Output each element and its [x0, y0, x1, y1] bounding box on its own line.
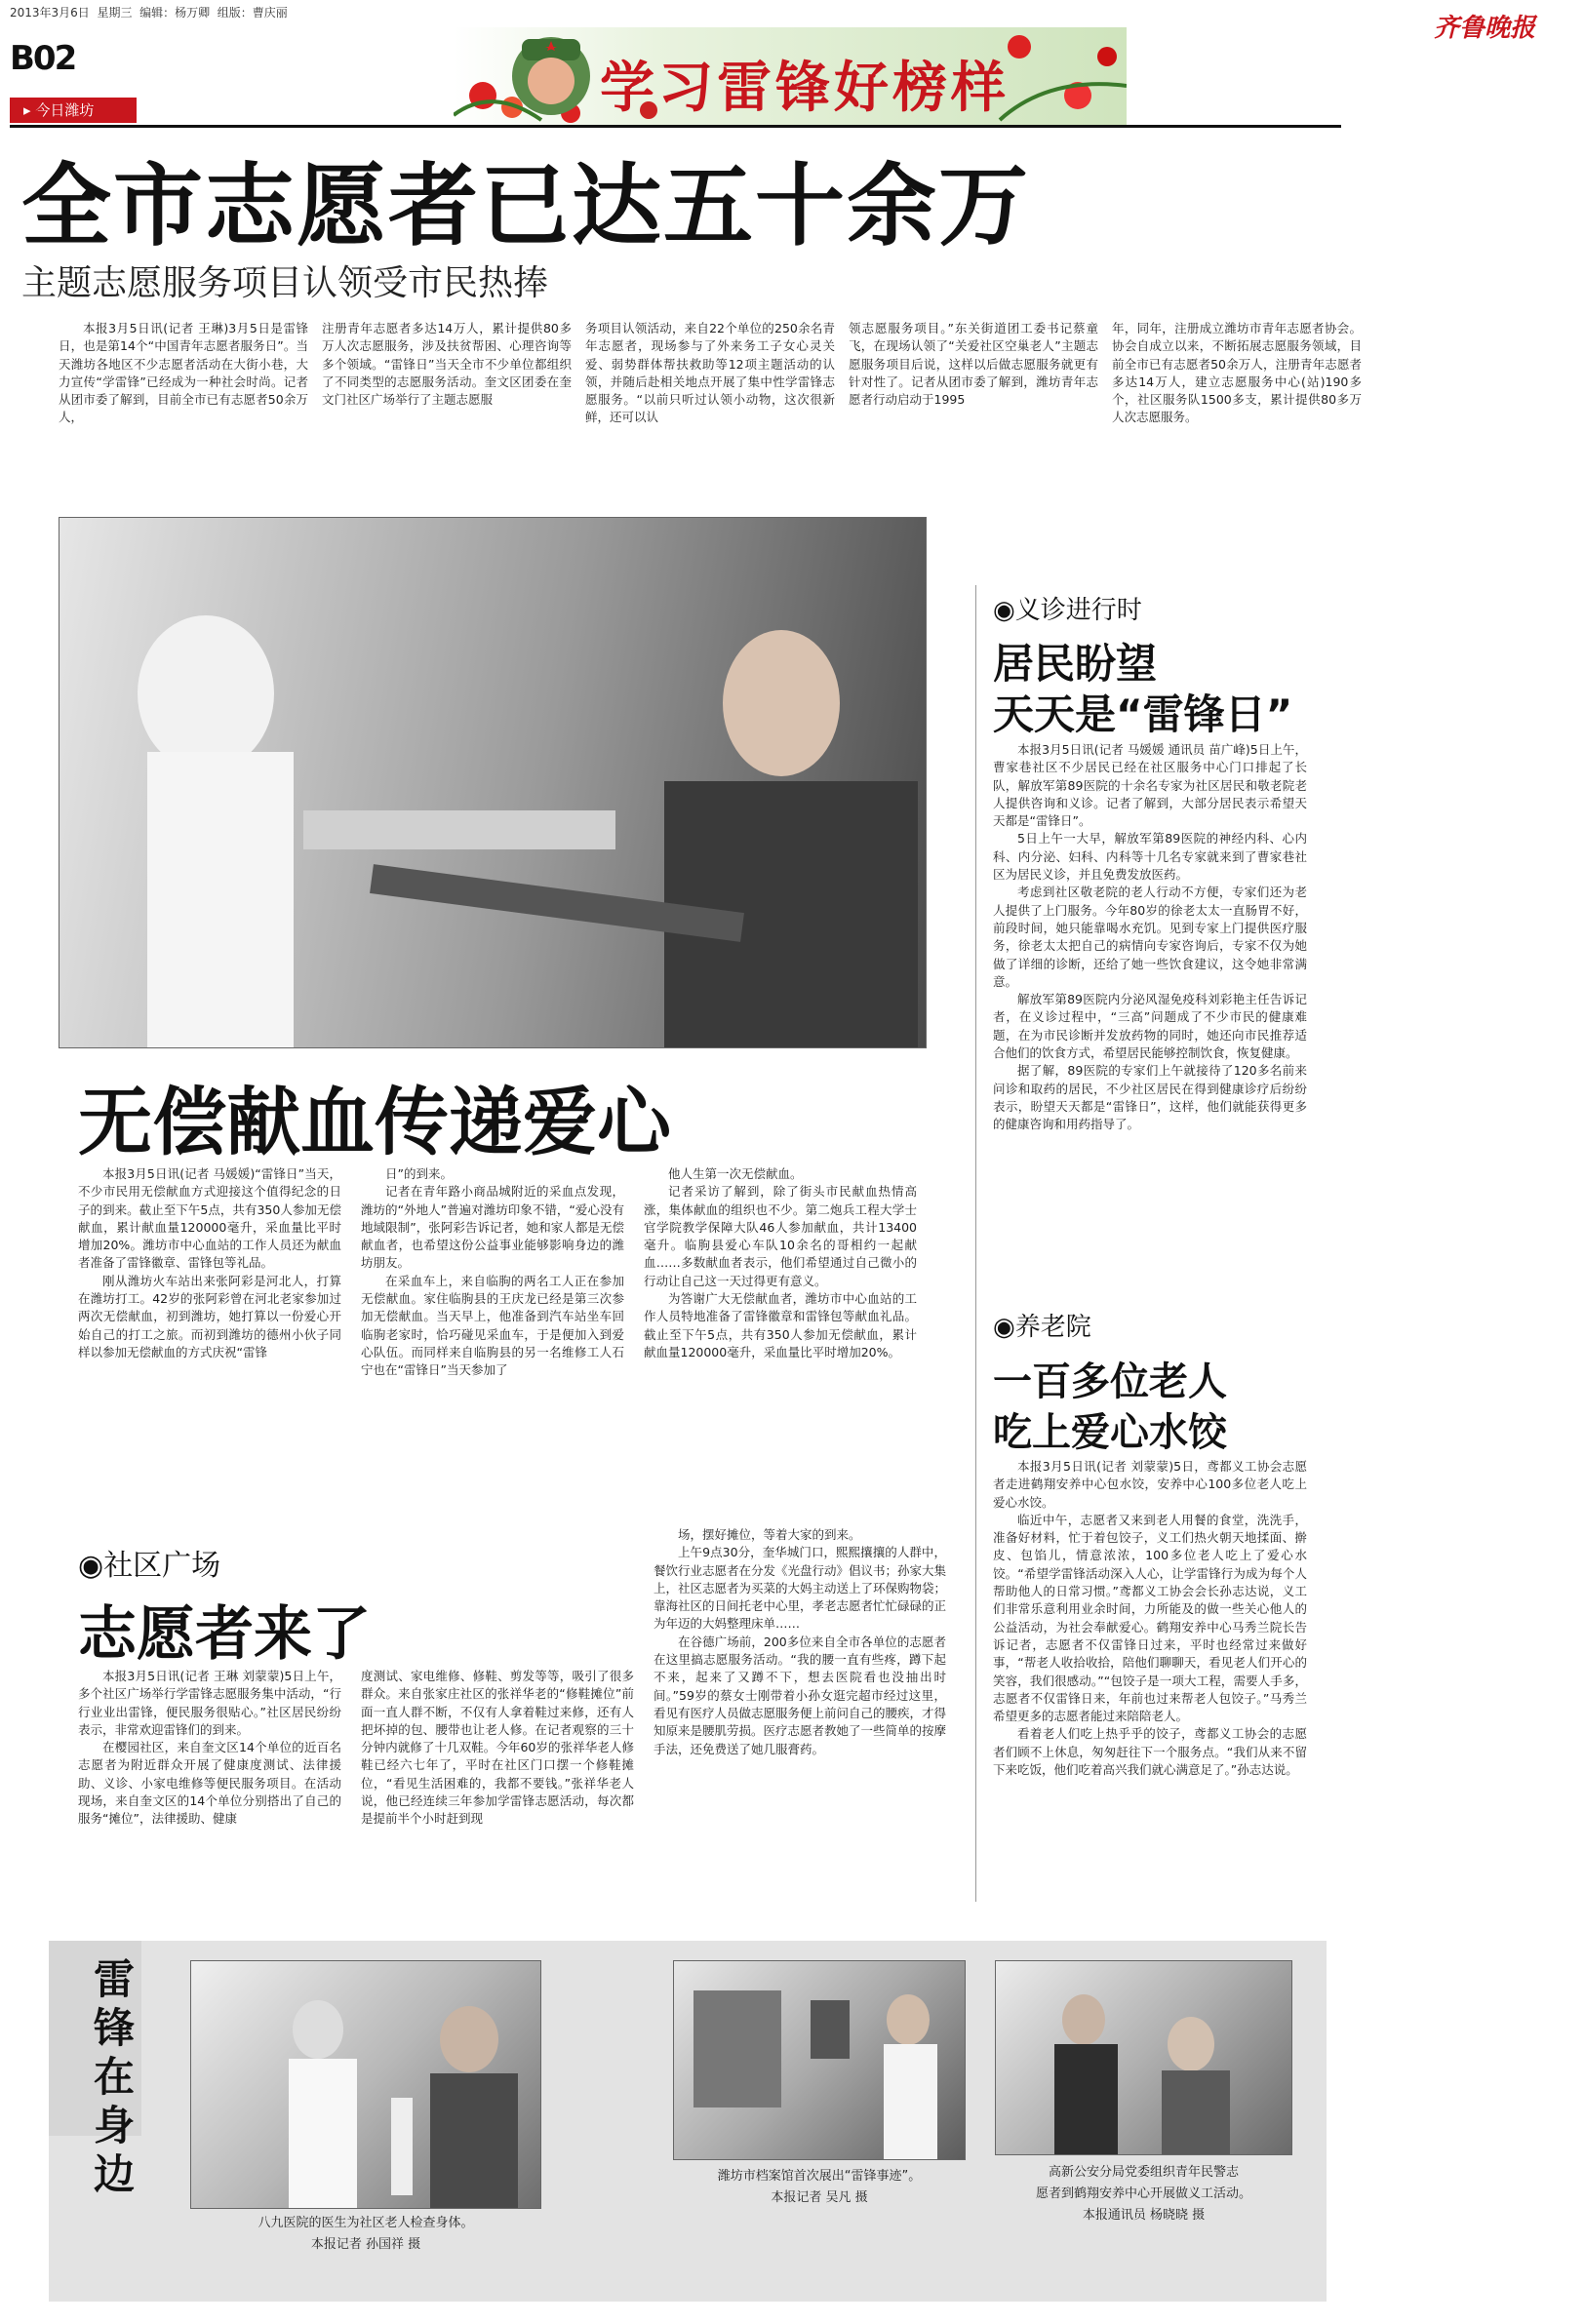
police-volunteer-photo — [995, 1960, 1292, 2155]
paragraph: 在谷德广场前，200多位来自全市各单位的志愿者在这里搞志愿服务活动。“我的腰一直有些疼，蹲下起不来，起来了又蹲不下，想去医院看也没抽出时间。”59岁的蔡女士刚带着小孙女逛完超市经过这里，看见有医疗人员做志愿服务便上前问自己的腰疾，才得知原来是腰肌劳损。医疗志愿者教她了一些简单的按摩手法，还免费送了她几服膏药。 — [654, 1634, 946, 1756]
clinic-headline-2: 天天是“雷锋日” — [993, 690, 1293, 738]
banner-title: 学习雷锋好榜样 — [600, 56, 1010, 120]
caption-1a: 八九医院的医生为社区老人检查身体。 — [258, 2216, 474, 2230]
banner — [454, 27, 1127, 125]
lead-subtitle: 主题志愿服务项目认领受市民热捧 — [21, 263, 549, 303]
community-col-1 — [78, 1668, 341, 1911]
clinic-headline-1: 居民盼望 — [993, 640, 1158, 688]
paragraph: 在采血车上，来自临朐的两名工人正在参加无偿献血。家住临朐县的王庆龙已经是第三次参加无偿献血。当天早上，他准备到汽车站坐车回临朐老家时，恰巧碰见采血车，于是便加入到爱心队伍。而同样来自临朐县的另一名维修工人石宁也在“雷锋日”当天参加了 — [361, 1273, 624, 1378]
paragraph: 记者在青年路小商品城附近的采血点发现，潍坊的“外地人”普遍对潍坊印象不错，“爱心没有地域限制”，张阿彩告诉记者，她和家人都是无偿献血者，也希望这份公益事业能够影响身边的潍坊朋友。 — [361, 1184, 624, 1271]
header-dateline: 2013年3月6日 星期三 编辑：杨万卿 组版：曹庆丽 — [10, 6, 288, 20]
blood-donation-photo — [59, 517, 927, 1048]
nursing-body — [993, 1458, 1307, 1877]
section-label: ▸ 今日潍坊 — [10, 98, 137, 123]
bullet-icon: ◉ — [78, 1549, 104, 1583]
paragraph: 考虑到社区敬老院的老人行动不方便，专家们还为老人提供了上门服务。今年80岁的徐老太太一直肠胃不好，前段时间，她只能靠喝水充饥。见到专家上门提供医疗服务，徐老太太把自己的病情向专家咨询后，专家不仅为她做了详细的诊断，还给了她一些饮食建议，这令她非常满意。 — [993, 885, 1307, 989]
community-kicker: ◉社区广场 — [78, 1549, 221, 1583]
strip-vertical-title: 雷锋在身边 — [94, 1955, 136, 2198]
blood-col-1 — [78, 1165, 341, 1492]
bullet-icon: ◉ — [993, 596, 1015, 625]
paragraph: 日”的到来。 — [385, 1166, 453, 1181]
page-number: B02 — [10, 39, 76, 78]
caption-3c: 本报通讯员 杨晓晓 摄 — [1082, 2208, 1206, 2223]
lead-headline: 全市志愿者已达五十余万 — [21, 154, 1031, 258]
paragraph: 本报3月5日讯(记者 刘蒙蒙)5日，鸢都义工协会志愿者走进鹤翔安养中心包水饺，安养中心100多位老人吃上爱心水饺。 — [993, 1459, 1307, 1510]
nursing-headline-2: 吃上爱心水饺 — [993, 1410, 1227, 1455]
paragraph: 看着老人们吃上热乎乎的饺子，鸢都义工协会的志愿者们顾不上休息，匆匆赶往下一个服务点。“我们从来不留下来吃饭，他们吃着高兴我们就心满意足了。”孙志达说。 — [993, 1726, 1307, 1778]
lead-col-1: 本报3月5日讯(记者 王琳)3月5日是雷锋日，也是第14个“中国青年志愿者服务日”。当天潍坊各地区不少志愿者活动在大街小巷，大力宣传“学雷锋”已经成为一种社会时尚。记者从团市委了解到，目前全市已有志愿者50余万人， — [59, 321, 308, 425]
header-rule — [10, 125, 1341, 128]
community-col-2: 度测试、家电维修、修鞋、剪发等等，吸引了很多群众。来自张家庄社区的张祥华老的“修鞋摊位”前面一直人群不断，不仅有人拿着鞋过来修，还有人把坏掉的包、腰带也让老人修。在记者观察的三十分钟内就修了十几双鞋。今年60岁的张祥华老人修鞋已经六七年了，平时在社区门口摆一个修鞋摊位，“看见生活困难的，我都不要钱。”张祥华老人说，他已经连续三年参加学雷锋志愿活动，每次都是提前半个小时赶到现 — [361, 1669, 634, 1827]
lead-col-3: 务项目认领活动，来自22个单位的250余名青年志愿者，现场参与了外来务工子女心灵关爱、弱势群体帮扶救助等12项主题活动的认领，并随后赴相关地点开展了集中性学雷锋志愿服务。“以前只听过认领小动物，这次很新鲜，还可以认 — [585, 321, 835, 425]
clinic-body — [993, 741, 1307, 1297]
caption-2a: 潍坊市档案馆首次展出“雷锋事迹”。 — [717, 2169, 922, 2184]
caption-3a: 高新公安分局党委组织青年民警志 — [1048, 2165, 1239, 2180]
caption-3b: 愿者到鹤翔安养中心开展做义工活动。 — [1035, 2186, 1251, 2201]
right-column-rule — [975, 585, 976, 1902]
lead-col-4: 领志愿服务项目。”东关街道团工委书记蔡童飞，在现场认领了“关爱社区空巢老人”主题志愿服务项目后说，这样以后做志愿服务就更有针对性了。记者从团市委了解到，潍坊青年志愿者行动启动于1995 — [849, 321, 1098, 408]
paragraph: 解放军第89医院内分泌风湿免疫科刘彩艳主任告诉记者，在义诊过程中，“三高”问题成了不少市民的健康难题，在为市民诊断并发放药物的同时，她还向市民推荐适合他们的饮食方式，希望居民能够控制饮食，恢复健康。 — [993, 992, 1307, 1061]
nursing-kicker: ◉养老院 — [993, 1313, 1091, 1342]
blood-col-2 — [361, 1165, 624, 1492]
blood-headline: 无偿献血传递爱心 — [78, 1079, 671, 1165]
lead-col-5: 年，同年，注册成立潍坊市青年志愿者协会。协会自成立以来，不断拓展志愿服务领域，目前全市已有志愿者50余万人，注册青年志愿者多达14万人，建立志愿服务中心(站)190多个，社区服务队1500多支，累计提供80多万人次志愿服务。 — [1112, 321, 1362, 425]
lead-col-2: 注册青年志愿者多达14万人，累计提供80多万人次志愿服务，涉及扶贫帮困、心理咨询等多个领域。“雷锋日”当天全市不少单位都组织了不同类型的志愿服务活动。奎文区团委在奎文门社区广场举行了主题志愿服 — [322, 321, 572, 408]
paragraph: 场，摆好摊位，等着大家的到来。 — [678, 1527, 861, 1542]
paragraph: 在樱园社区，来自奎文区14个单位的近百名志愿者为附近群众开展了健康度测试、法律援助、义诊、小家电维修等便民服务项目。在活动现场，来自奎文区的14个单位分别搭出了自己的服务“摊位”，法律援助、健康 — [78, 1740, 341, 1827]
paragraph: 刚从潍坊火车站出来张阿彩是河北人，打算在潍坊打工。42岁的张阿彩曾在河北老家参加过两次无偿献血，初到潍坊，她打算以一份爱心开始自己的打工之旅。而初到潍坊的德州小伙子同样以参加无偿献血的方式庆祝“雷锋 — [78, 1273, 341, 1359]
paragraph: 他人生第一次无偿献血。 — [668, 1166, 803, 1181]
doctor-elderly-photo — [190, 1960, 541, 2209]
caption-1b: 本报记者 孙国祥 摄 — [310, 2237, 421, 2252]
community-headline: 志愿者来了 — [78, 1600, 371, 1669]
caption-2b: 本报记者 吴凡 摄 — [771, 2190, 868, 2205]
paragraph: 据了解，89医院的专家们上午就接待了120多名前来问诊和取药的居民，不少社区居民在得到健康诊疗后纷纷表示，盼望天天都是“雷锋日”，这样，他们就能获得更多的健康咨询和用药指导了。 — [993, 1063, 1307, 1132]
blood-col-3 — [644, 1165, 917, 1492]
paragraph: 5日上午一大早，解放军第89医院的神经内科、心内科、内分泌、妇科、内科等十几名专家就来到了曹家巷社区为居民义诊，并且免费发放医药。 — [993, 831, 1307, 883]
bullet-icon: ◉ — [993, 1313, 1015, 1342]
clinic-kicker: ◉义诊进行时 — [993, 596, 1142, 625]
paragraph: 临近中午，志愿者又来到老人用餐的食堂，洗洗手，准备好材料，忙于着包饺子，义工们热火朝天地揉面、擀皮、包馅儿，情意浓浓，100多位老人吃上了爱心水饺。“希望学雷锋活动深入人心，让学雷锋行为成为每个人帮助他人的日常习惯。”鸢都义工协会会长孙志达说，义工们非常乐意利用业余时间，力所能及的做一些关心他人的公益活动，为社会奉献爱心。鹤翔安养中心马秀兰院长告诉记者，志愿者不仅雷锋日过来，平时也经常过来做好事，“帮老人收拾收拾，陪他们聊聊天，看见老人们开心的笑容，我们很感动。”“包饺子是一项大工程，需要人手多，志愿者不仅雷锋日来，年前也过来帮老人包饺子。”马秀兰希望更多的志愿者能过来陪陪老人。 — [993, 1512, 1307, 1724]
paragraph: 上午9点30分，奎华城门口，熙熙攘攘的人群中，餐饮行业志愿者在分发《光盘行动》倡议书；孙家大集上，社区志愿者为买菜的大妈主动送上了环保购物袋；靠海社区的日间托老中心里，孝老志愿者忙忙碌碌的正为年迈的大妈整理床单…… — [654, 1545, 946, 1632]
paragraph: 本报3月5日讯(记者 马媛媛)“雷锋日”当天，不少市民用无偿献血方式迎接这个值得纪念的日子的到来。截止至下午5点，共有350人参加无偿献血，累计献血量120000毫升，采血量比平时增加20%。潍坊市中心血站的工作人员还为献血者准备了雷锋徽章、雷锋包等礼品。 — [78, 1166, 341, 1271]
community-col-3 — [654, 1526, 946, 1911]
archive-exhibit-photo — [673, 1960, 966, 2160]
paragraph: 本报3月5日讯(记者 王琳 刘蒙蒙)5日上午，多个社区广场举行学雷锋志愿服务集中活动，“行行业业出雷锋，便民服务很贴心。”社区居民纷纷表示，非常欢迎雷锋们的到来。 — [78, 1669, 341, 1737]
paragraph: 为答谢广大无偿献血者，潍坊市中心血站的工作人员特地准备了雷锋徽章和雷锋包等献血礼品。截止至下午5点，共有350人参加无偿献血，累计献血量120000毫升，采血量比平时增加20%。 — [644, 1291, 917, 1359]
paper-logo: 齐鲁晚报 — [1434, 14, 1536, 43]
nursing-headline-1: 一百多位老人 — [993, 1359, 1227, 1404]
paragraph: 本报3月5日讯(记者 马媛媛 通讯员 苗广峰)5日上午，曹家巷社区不少居民已经在社区服务中心门口排起了长队，解放军第89医院的十余名专家为社区居民和敬老院老人提供咨询和义诊。记者了解到，大部分居民表示希望天天都是“雷锋日”。 — [993, 742, 1307, 829]
paragraph: 记者采访了解到，除了街头市民献血热情高涨，集体献血的组织也不少。第二炮兵工程大学士官学院教学保障大队46人参加献血，共计13400毫升。临朐县爱心车队10余名的哥相约一起献血……多数献血者表示，他们希望通过自己微小的行动让自己这一天过得更有意义。 — [644, 1184, 917, 1288]
